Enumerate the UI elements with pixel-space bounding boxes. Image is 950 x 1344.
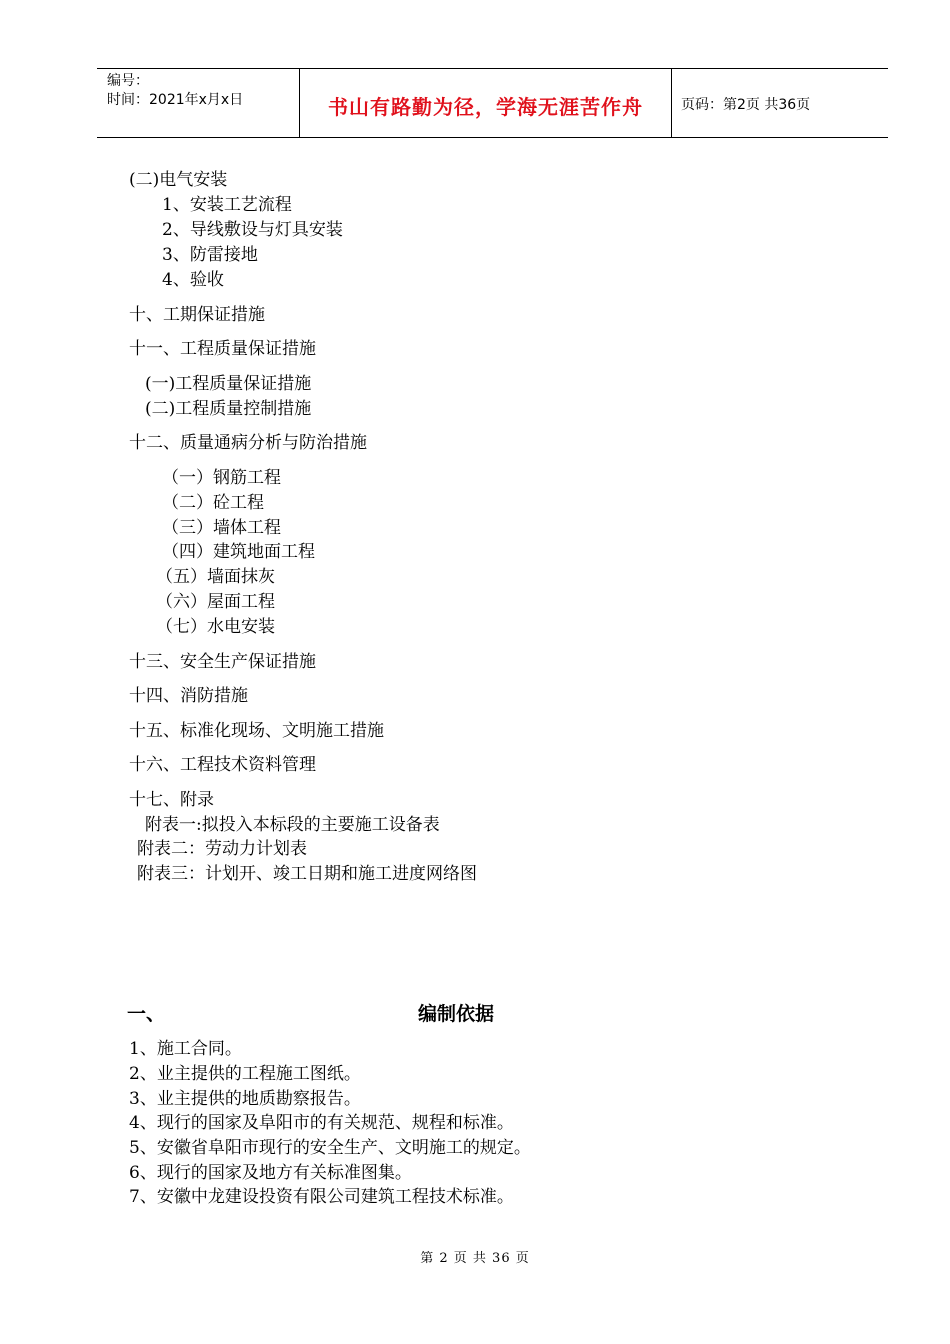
toc-line: 附表二：劳动力计划表 [137,839,307,859]
toc-line: 十三、安全生产保证措施 [129,652,316,672]
toc-line: 附表一:拟投入本标段的主要施工设备表 [145,815,440,835]
toc-line: 2、导线敷设与灯具安装 [162,220,343,240]
page-footer [0,1247,950,1266]
basis-item: 3、业主提供的地质勘察报告。 [129,1089,361,1109]
toc-line: (二)工程质量控制措施 [145,399,312,419]
toc-line: 十六、工程技术资料管理 [129,755,316,775]
toc-line: (二)电气安装 [129,170,228,190]
toc-line: （七）水电安装 [156,617,275,637]
section-title: 编制依据 [418,1003,495,1025]
toc-line: 十四、消防措施 [129,686,248,706]
header-divider [671,69,672,137]
toc-line: 十七、附录 [129,790,214,810]
document-number-label: 编号： [107,73,149,89]
toc-line: 十二、质量通病分析与防治措施 [129,433,367,453]
toc-line: 3、防雷接地 [162,245,258,265]
toc-line: （一）钢筋工程 [162,468,281,488]
toc-line: （二）砼工程 [162,493,264,513]
toc-line: 4、验收 [162,270,224,290]
basis-item: 1、施工合同。 [129,1039,242,1059]
toc-line: 1、安装工艺流程 [162,195,292,215]
toc-line: (一)工程质量保证措施 [145,374,312,394]
document-time-label: 时间：2021年x月x日 [107,92,244,108]
header-motto: 书山有路勤为径，学海无涯苦作舟 [328,95,643,119]
toc-line: （四）建筑地面工程 [162,542,315,562]
basis-item: 5、安徽省阜阳市现行的安全生产、文明施工的规定。 [129,1138,531,1158]
toc-line: 附表三：计划开、竣工日期和施工进度网络图 [137,864,477,884]
toc-line: （六）屋面工程 [156,592,275,612]
header-page-info: 页码：第2页 共36页 [681,97,811,113]
toc-line: 十一、工程质量保证措施 [129,339,316,359]
header-meta [107,72,243,110]
footer-page-number: 第 2 页 共 36 页 [420,1251,530,1266]
toc-line: （五）墙面抹灰 [156,567,275,587]
toc-line: 十五、标准化现场、文明施工措施 [129,721,384,741]
basis-item: 6、现行的国家及地方有关标准图集。 [129,1163,412,1183]
section-number: 一、 [127,1003,166,1025]
basis-item: 2、业主提供的工程施工图纸。 [129,1064,361,1084]
toc-line: （三）墙体工程 [162,518,281,538]
toc-line: 十、工期保证措施 [129,305,265,325]
basis-item: 4、现行的国家及阜阳市的有关规范、规程和标准。 [129,1113,514,1133]
page-header [97,68,888,138]
basis-item: 7、安徽中龙建设投资有限公司建筑工程技术标准。 [129,1187,514,1207]
